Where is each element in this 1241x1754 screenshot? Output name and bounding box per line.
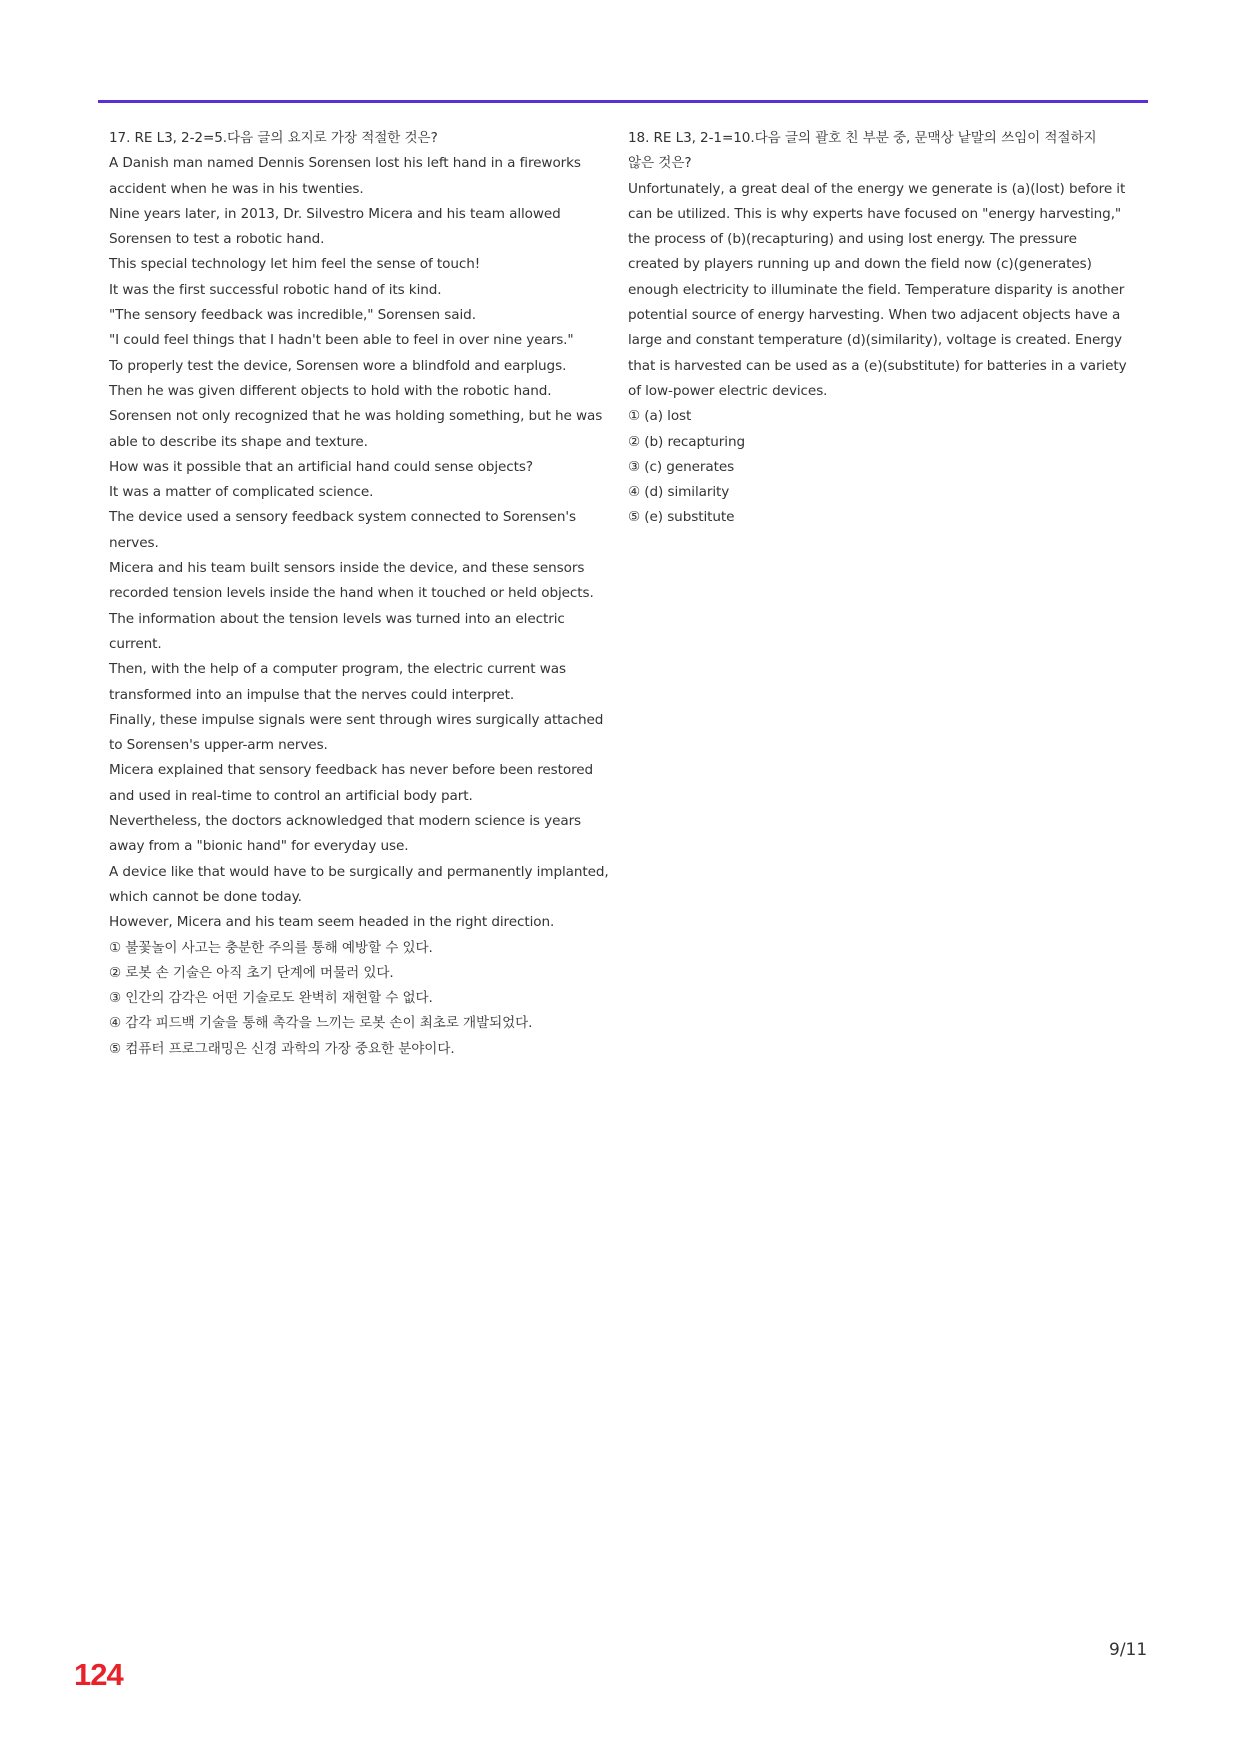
passage-line: transformed into an impulse that the nerves could interpret. [109,686,515,703]
answer-option: ⑤ 컴퓨터 프로그래밍은 신경 과학의 가장 중요한 분야이다. [109,1040,455,1057]
question-title-line: 18. RE L3, 2-1=10.다음 글의 괄호 친 부분 중, 문맥상 낱말의 쓰임이 적절하지 [628,130,1097,146]
passage-line: Nine years later, in 2013, Dr. Silvestro Micera and his team allowed [109,205,561,222]
header-divider [98,100,1148,103]
passage-line: that is harvested can be used as a (e)(substitute) for batteries in a variety [628,357,1127,374]
passage-line: to Sorensen's upper-arm nerves. [109,737,328,754]
passage-line: nerves. [109,534,159,551]
question-18-title [628,126,1138,177]
question-17-passage [109,151,619,935]
question-title-line: 않은 것은? [628,155,692,172]
passage-line: potential source of energy harvesting. When two adjacent objects have a [628,307,1121,324]
answer-option: ② (b) recapturing [628,433,746,450]
passage-line: A device like that would have to be surgically and permanently implanted, [109,863,609,880]
passage-line: Finally, these impulse signals were sent through wires surgically attached [109,711,604,728]
passage-line: current. [109,635,162,652]
passage-line: large and constant temperature (d)(similarity), voltage is created. Energy [628,332,1122,349]
passage-line: created by players running up and down the field now (c)(generates) [628,256,1092,273]
passage-line: Micera and his team built sensors inside the device, and these sensors [109,560,585,577]
passage-line: Then, with the help of a computer program, the electric current was [109,661,566,678]
question-18-options [628,404,1138,530]
passage-line: enough electricity to illuminate the field. Temperature disparity is another [628,281,1125,298]
passage-line: accident when he was in his twenties. [109,180,364,197]
passage-line: and used in real-time to control an artificial body part. [109,787,473,804]
passage-line: Unfortunately, a great deal of the energy we generate is (a)(lost) before it [628,180,1126,197]
passage-line: It was the first successful robotic hand of its kind. [109,281,442,298]
passage-line: Sorensen to test a robotic hand. [109,231,325,248]
passage-line: Sorensen not only recognized that he was holding something, but he was [109,408,603,425]
passage-line: able to describe its shape and texture. [109,433,368,450]
answer-option: ④ (d) similarity [628,484,730,501]
passage-line: the process of (b)(recapturing) and using lost energy. The pressure [628,231,1077,248]
passage-line: Nevertheless, the doctors acknowledged that modern science is years [109,813,582,830]
question-17-options [109,936,619,1062]
passage-line: which cannot be done today. [109,888,302,905]
question-18-passage [628,177,1138,405]
passage-line: It was a matter of complicated science. [109,484,374,501]
passage-line: Then he was given different objects to hold with the robotic hand. [109,382,552,399]
passage-line: The information about the tension levels was turned into an electric [109,610,565,627]
answer-option: ② 로봇 손 기술은 아직 초기 단계에 머물러 있다. [109,964,394,981]
passage-line: To properly test the device, Sorensen wore a blindfold and earplugs. [109,357,567,374]
passage-line: How was it possible that an artificial hand could sense objects? [109,458,533,475]
passage-line: of low-power electric devices. [628,382,828,399]
passage-line: However, Micera and his team seem headed in the right direction. [109,914,555,931]
answer-option: ① (a) lost [628,408,692,425]
passage-line: The device used a sensory feedback system connected to Sorensen's [109,509,576,526]
passage-line: away from a "bionic hand" for everyday use. [109,838,409,855]
footer-page-number: 124 [74,1657,123,1692]
passage-line: This special technology let him feel the sense of touch! [109,256,481,273]
page-indicator: 9/11 [1109,1640,1148,1660]
answer-option: ① 불꽃놀이 사고는 충분한 주의를 통해 예방할 수 있다. [109,939,433,956]
passage-line: can be utilized. This is why experts have focused on "energy harvesting," [628,205,1122,222]
answer-option: ③ 인간의 감각은 어떤 기술로도 완벽히 재현할 수 없다. [109,990,433,1007]
question-18 [628,126,1138,531]
answer-option: ④ 감각 피드백 기술을 통해 촉각을 느끼는 로봇 손이 최초로 개발되었다. [109,1015,533,1032]
passage-line: Micera explained that sensory feedback has never before been restored [109,762,594,779]
answer-option: ③ (c) generates [628,458,735,475]
passage-line: A Danish man named Dennis Sorensen lost his left hand in a fireworks [109,155,581,172]
passage-line: recorded tension levels inside the hand when it touched or held objects. [109,585,594,602]
question-17 [109,126,619,1062]
question-17-title: 17. RE L3, 2-2=5.다음 글의 요지로 가장 적절한 것은? [109,130,438,146]
answer-option: ⑤ (e) substitute [628,509,735,526]
passage-line: "I could feel things that I hadn't been able to feel in over nine years." [109,332,574,349]
passage-line: "The sensory feedback was incredible," Sorensen said. [109,307,476,324]
